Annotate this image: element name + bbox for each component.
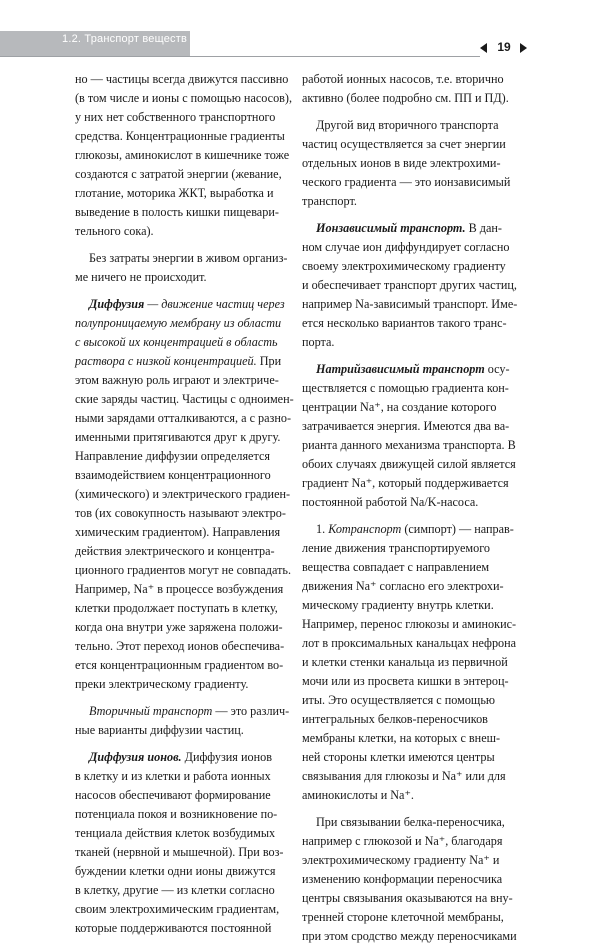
text-line: выведение в полость кишки пищевари- — [75, 205, 279, 219]
text-line: действия электрического и концентра- — [75, 544, 275, 558]
text-line: этом важную роль играют и электриче- — [75, 373, 279, 387]
text-line: в клетку, другие — из клетки согласно — [75, 883, 275, 897]
text-line — [75, 352, 288, 371]
paragraph — [75, 249, 288, 287]
text-line: в клетку и из клетки и работа ионных — [75, 769, 271, 783]
paragraph-sodium-dependent — [302, 360, 515, 512]
definition-line: раствора с низкой концентрацией. — [75, 354, 257, 368]
text-line: Например, Na⁺ в процессе возбуждения — [75, 582, 284, 596]
text-line: вещества совпадает с направлением — [302, 560, 490, 574]
text-line: изменению конформации переносчика — [302, 872, 503, 886]
page-number: 19 — [497, 40, 511, 54]
text-line: иты. Это осуществляется с помощью — [302, 693, 495, 707]
text-line: создаются с затратой энергии (жевание, — [75, 167, 282, 181]
text-line: тельно. Этот переход ионов обеспечива- — [75, 639, 285, 653]
text-line: ские заряды частиц. Частицы с одноимен- — [75, 392, 294, 406]
paragraph-diffusion — [75, 295, 294, 694]
text-line: связывания для глюкозы и Na⁺ или для — [302, 769, 506, 783]
paragraph-secondary-transport — [75, 702, 288, 740]
text-line — [302, 360, 515, 379]
term-cotransport: Котранспорт — [328, 522, 402, 536]
text-line: рианта данного механизма транспорта. В — [302, 438, 516, 452]
paragraph — [302, 70, 515, 108]
text-line: Другой вид вторичного транспорта — [316, 118, 499, 132]
text-line: средства. Концентрационные градиенты — [75, 129, 285, 143]
text-line: мембраны клетки, на которых с внеш- — [302, 731, 501, 745]
paragraph-cotransport — [302, 520, 515, 805]
right-text-column — [302, 70, 518, 946]
text-line: При связывании белка-переносчика, — [316, 815, 505, 829]
paragraph-ion-diffusion — [75, 748, 288, 938]
text-line: потенциала покоя и возникновение по- — [75, 807, 278, 821]
text-line: тканей (нервной и мышечной). При воз- — [75, 845, 284, 859]
text-line: центры связывания оказываются на вну- — [302, 891, 513, 905]
text-line: ней стороны клетки имеются центры — [302, 750, 495, 764]
text-line: ном случае ион диффундирует согласно — [302, 240, 510, 254]
text-line: электрохимическому градиенту Na⁺ и — [302, 853, 500, 867]
text-line: например с глюкозой и Na⁺, благодаря — [302, 834, 503, 848]
text-fragment: (симпорт) — направ- — [401, 522, 514, 536]
text-line — [75, 702, 288, 721]
term-sodium-dependent-transport: Натрийзависимый транспорт — [316, 362, 485, 376]
text-line: работой ионных насосов, т.е. вторично — [302, 72, 504, 86]
text-line: ление движения транспортируемого — [302, 541, 491, 555]
text-fragment: — это различ- — [212, 704, 290, 718]
paragraph — [302, 116, 515, 211]
text-line: у них нет собственного транспортного — [75, 110, 276, 124]
text-line: именными притягиваются друг к другу. — [75, 430, 281, 444]
term-secondary-transport: Вторичный транспорт — [89, 704, 213, 718]
term-ion-diffusion: Диффузия ионов. — [89, 750, 182, 764]
text-line: аминокислоты и Na⁺. — [302, 788, 414, 802]
text-line: тренней стороне клеточной мембраны, — [302, 910, 504, 924]
text-line: (химического) и электрического градиен- — [75, 487, 291, 501]
left-text-column — [75, 70, 294, 938]
text-line: порта. — [302, 335, 335, 349]
text-line: постоянной работой Na/K-насоса. — [302, 495, 479, 509]
text-fragment: осу- — [484, 362, 510, 376]
text-line: (в том числе и ионы с помощью насосов), — [75, 91, 293, 105]
text-line: лот в проксимальных канальцах нефрона — [302, 636, 517, 650]
text-line: своему электрохимическому градиенту — [302, 259, 506, 273]
text-line: ществляется с помощью градиента кон- — [302, 381, 509, 395]
text-line: ческого градиента — это ионзависимый — [302, 175, 511, 189]
text-line: тов (их совокупность называют электро- — [75, 506, 286, 520]
text-line: и обеспечивает транспорт других частиц, — [302, 278, 517, 292]
text-line: Направление диффузии определяется — [75, 449, 270, 463]
definition-text: — движение частиц через — [144, 297, 285, 311]
text-line: транспорт. — [302, 194, 357, 208]
text-line: клетки продолжает поступать в клетку, — [75, 601, 278, 615]
text-line — [75, 748, 288, 767]
text-line — [302, 520, 515, 539]
definition-line: полупроницаемую мембрану из области — [75, 316, 282, 330]
text-line: ными зарядами отталкиваются, а с разно- — [75, 411, 292, 425]
text-line: затрачивается энергия. Имеются два ва- — [302, 419, 510, 433]
text-fragment: При — [256, 354, 282, 368]
text-line: взаимодействием концентрационного — [75, 468, 271, 482]
term-diffusion: Диффузия — [89, 297, 145, 311]
text-line: обоих случаях движущей силой является — [302, 457, 516, 471]
text-line: тенциала действия клеток возбудимых — [75, 826, 276, 840]
text-line: ме ничего не происходит. — [75, 270, 207, 284]
text-line: насосов обеспечивают формирование — [75, 788, 271, 802]
previous-page-arrow-icon[interactable] — [480, 43, 487, 53]
text-line: отдельных ионов в виде электрохими- — [302, 156, 501, 170]
text-line: мическому градиенту внутрь клетки. — [302, 598, 494, 612]
text-line: мочи или из просвета кишки в энтероц- — [302, 674, 509, 688]
text-line: активно (более подробно см. ПП и ПД). — [302, 91, 509, 105]
text-line: градиент Na⁺, который поддерживается — [302, 476, 509, 490]
text-fragment: Диффузия ионов — [181, 750, 272, 764]
text-line: своим электрохимическим градиентам, — [75, 902, 280, 916]
list-number: 1. — [316, 522, 329, 536]
text-line — [302, 219, 515, 238]
text-line: когда она внутри уже заряжена положи- — [75, 620, 283, 634]
text-line — [75, 295, 288, 314]
text-line: частиц осуществляется за счет энергии — [302, 137, 506, 151]
text-fragment: В дан- — [465, 221, 502, 235]
text-line: ционного градиентов могут не совпадать. — [75, 563, 291, 577]
text-line: ные варианты диффузии частиц. — [75, 723, 244, 737]
text-line: преки электрическому градиенту. — [75, 677, 249, 691]
paragraph — [302, 813, 515, 946]
text-line: например Na-зависимый транспорт. Име- — [302, 297, 518, 311]
text-line: ется несколько вариантов такого транс- — [302, 316, 507, 330]
header-divider — [0, 56, 480, 57]
text-line: тельного сока). — [75, 224, 154, 238]
next-page-arrow-icon[interactable] — [520, 43, 527, 53]
paragraph — [75, 70, 293, 241]
paragraph-ion-dependent — [302, 219, 518, 352]
section-title: 1.2. Транспорт веществ — [62, 33, 188, 45]
text-line: глюкозы, аминокислот в кишечнике тоже — [75, 148, 290, 162]
text-line: при этом сродство между переносчиками — [302, 929, 517, 943]
text-line: Без затраты энергии в живом организ- — [89, 251, 288, 265]
text-line: которые поддерживаются постоянной — [75, 921, 272, 935]
text-line: и клетки стенки канальца из первичной — [302, 655, 508, 669]
text-line: буждении клетки одни ионы движутся — [75, 864, 276, 878]
text-line: Например, перенос глюкозы и аминокис- — [302, 617, 517, 631]
text-line: глотание, моторика ЖКТ, выработка и — [75, 186, 274, 200]
text-line: движения Na⁺ согласно его электрохи- — [302, 579, 504, 593]
definition-line: с высокой их концентрацией в область — [75, 335, 278, 349]
text-line: ется концентрационным градиентом во- — [75, 658, 284, 672]
text-line: но — частицы всегда движутся пассивно — [75, 72, 289, 86]
term-ion-dependent-transport: Ионзависимый транспорт. — [316, 221, 466, 235]
text-line: центрации Na⁺, на создание которого — [302, 400, 497, 414]
text-line: химическим градиентом). Направления — [75, 525, 281, 539]
text-line: интегральных белков-переносчиков — [302, 712, 488, 726]
